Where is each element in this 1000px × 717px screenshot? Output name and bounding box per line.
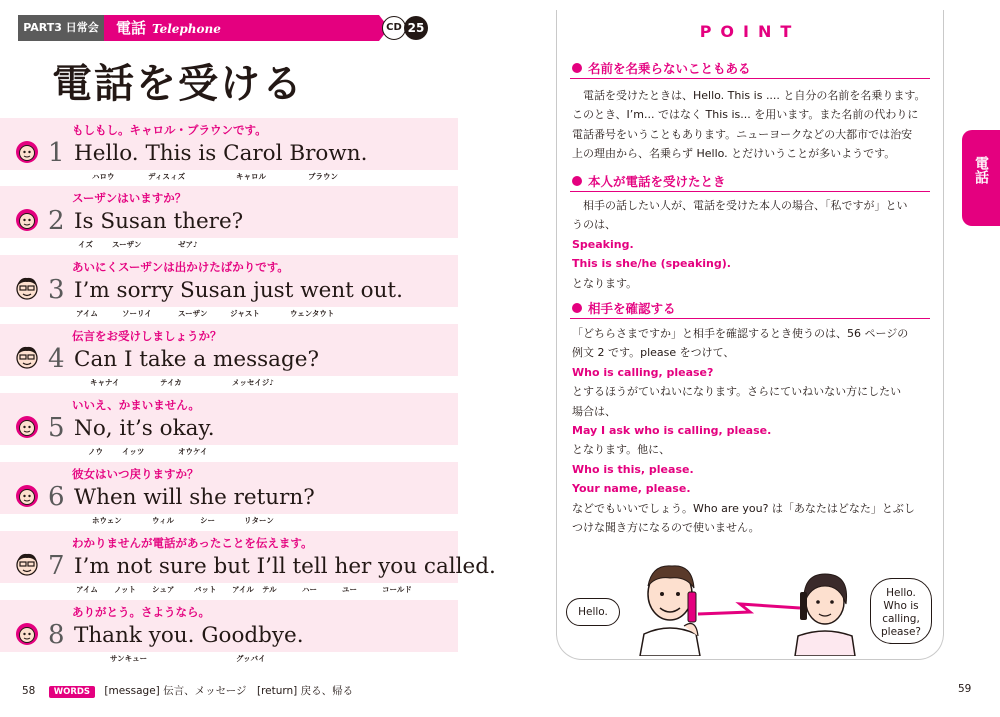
- point-body-line: 上の理由から、名乗らず Hello. とだけいうことが多いようです。: [572, 147, 896, 161]
- cd-icon: CD: [382, 16, 406, 40]
- phrase-row: [0, 186, 458, 249]
- phrase-kana: グッバイ: [236, 654, 266, 663]
- phrase-kana: ノウ: [88, 447, 103, 456]
- phrase-kana: イズ: [78, 240, 93, 249]
- phrase-english[interactable]: Thank you. Goodbye.: [74, 623, 304, 648]
- cd-track-number: 25: [404, 16, 428, 40]
- phrase-english[interactable]: No, it’s okay.: [74, 416, 215, 441]
- woman-face-icon: [14, 482, 40, 508]
- phrase-kana: キャナイ: [90, 378, 120, 387]
- page-number-left: 58: [22, 685, 36, 697]
- phrase-kana: ジャスト: [230, 309, 260, 318]
- phrase-number: 1: [48, 138, 65, 168]
- phrase-kana: ディスィズ: [148, 172, 186, 181]
- phrase-number: 5: [48, 413, 65, 443]
- point-body-line: となります。他に、: [572, 443, 671, 457]
- phrase-kana: ウィル: [152, 516, 175, 525]
- phrase-band: [0, 393, 458, 445]
- page-number-right: 59: [958, 683, 972, 695]
- point-body-line: うのは、: [572, 218, 616, 232]
- phrase-english[interactable]: Can I take a message?: [74, 347, 319, 372]
- point-section-header: [570, 171, 930, 192]
- page-title: 電話を受ける: [52, 61, 304, 107]
- phrase-japanese: わかりませんが電話があったことを伝えます。: [72, 536, 313, 550]
- phrase-kana: ハー: [302, 585, 317, 594]
- phrase-english[interactable]: I’m not sure but I’ll tell her you called.: [74, 554, 496, 579]
- phrase-kana: ブラウン: [308, 172, 338, 181]
- point-body-line: 相手の話したい人が、電話を受けた本人の場合、「私ですが」とい: [572, 199, 908, 212]
- phrase-english[interactable]: Is Susan there?: [74, 209, 244, 234]
- words-tag: WORDS: [49, 686, 95, 698]
- point-body-line: このとき、I’m... ではなく This is... を用います。また名前の代わりに: [572, 108, 919, 122]
- phrase-number: 2: [48, 206, 65, 236]
- man-face-icon: [14, 344, 40, 370]
- point-body-line: となります。: [572, 276, 638, 290]
- bullet-dot-icon: [572, 176, 582, 186]
- point-body-line: 電話番号をいうこともあります。ニューヨークなどの大都市では治安: [572, 127, 913, 141]
- phrase-japanese: もしもし。キャロル・ブラウンです。: [72, 123, 267, 137]
- phrase-english[interactable]: I’m sorry Susan just went out.: [74, 278, 403, 303]
- side-tab-telephone[interactable]: [962, 130, 1000, 226]
- phrase-row: [0, 324, 458, 387]
- phrase-kana: アイム: [76, 585, 98, 594]
- example-phrase: Who is this, please.: [572, 462, 694, 476]
- phrase-row: [0, 118, 458, 181]
- woman-face-icon: [14, 206, 40, 232]
- phrase-kana: メッセイジ♪: [232, 378, 275, 387]
- bullet-dot-icon: [572, 63, 582, 73]
- phrase-kana: アイル: [232, 585, 254, 594]
- man-caller-figure: [640, 566, 700, 656]
- phrase-kana: テイカ: [160, 378, 182, 387]
- phrase-kana: アイム: [76, 309, 98, 318]
- woman-face-icon: [14, 138, 40, 164]
- point-body-line: などでもいいでしょう。Who are you? は「あなたはどなた」とぶし: [572, 501, 915, 515]
- point-body-line: 「どちらさまですか」と相手を確認するとき使うのは、56 ページの: [572, 327, 909, 340]
- phrase-kana: バット: [194, 585, 217, 594]
- phrase-kana: シー: [200, 516, 215, 525]
- phrase-kana: シュア: [152, 585, 175, 594]
- phrase-kana: キャロル: [236, 172, 266, 181]
- phrase-japanese: スーザンはいますか？: [72, 191, 187, 205]
- phrase-row: [0, 531, 496, 594]
- cd-track-badge[interactable]: [382, 16, 426, 40]
- woman-face-icon: [14, 413, 40, 439]
- phrase-kana: オウケイ: [178, 447, 208, 456]
- phrase-kana: ハロウ: [92, 172, 115, 181]
- woman-receiver-figure: [795, 574, 855, 656]
- point-heading: POINT: [699, 22, 801, 41]
- phone-call-illustration: [600, 556, 900, 656]
- point-section-title: 本人が電話を受けたとき: [588, 174, 726, 189]
- point-section-title: 名前を名乗らないこともある: [588, 61, 751, 76]
- phrase-kana: ソーリイ: [122, 309, 152, 318]
- example-phrase: Your name, please.: [572, 482, 691, 496]
- phrase-row: [0, 462, 458, 525]
- example-phrase: May I ask who is calling, please.: [572, 424, 772, 437]
- phrase-kana: テル: [262, 585, 277, 594]
- phrase-english[interactable]: Hello. This is Carol Brown.: [74, 141, 368, 166]
- speech-bubble-right: Hello. Who is calling, please?: [870, 578, 932, 644]
- phrase-row: [0, 600, 458, 663]
- phrase-row: [0, 393, 458, 456]
- phrase-kana: ゼア♪: [178, 240, 198, 249]
- point-body-line: 場合は、: [572, 404, 616, 418]
- phrase-number: 4: [48, 344, 65, 374]
- phrase-japanese: 彼女はいつ戻りますか？: [72, 467, 199, 481]
- words-glossary: [message] 伝言、メッセージ [return] 戻る、帰る: [104, 685, 354, 697]
- phrase-japanese: いいえ、かまいません。: [72, 398, 200, 412]
- bullet-dot-icon: [572, 303, 582, 313]
- phrase-number: 7: [48, 551, 65, 581]
- phrase-japanese: あいにくスーザンは出かけたばかりです。: [72, 260, 289, 274]
- category-en: Telephone: [152, 22, 221, 36]
- phrase-kana: ウェンタウト: [290, 309, 335, 318]
- phrase-kana: サンキュー: [110, 654, 148, 663]
- example-phrase: Speaking.: [572, 237, 634, 251]
- phrase-number: 3: [48, 275, 65, 305]
- category-band: [104, 15, 379, 41]
- point-body-line: とするほうがていねいになります。さらにていねいない方にしたい: [572, 385, 902, 399]
- point-section-header: [570, 298, 930, 319]
- phrase-kana: イッツ: [122, 447, 145, 456]
- phrase-number: 6: [48, 482, 65, 512]
- phrase-kana: ホウェン: [92, 516, 122, 525]
- speech-bubble-left: Hello.: [566, 598, 620, 626]
- phrase-kana: ノット: [114, 585, 136, 594]
- side-tab-label: 電話: [973, 156, 989, 184]
- point-body-line: 電話を受けたときは、Hello. This is .... と自分の名前を名乗ります。: [572, 89, 926, 102]
- point-section-header: [570, 58, 930, 79]
- phrase-kana: コールド: [382, 585, 412, 594]
- woman-face-icon: [14, 620, 40, 646]
- phrase-number: 8: [48, 620, 65, 650]
- example-phrase: Who is calling, please?: [572, 365, 714, 379]
- man-face-icon: [14, 275, 40, 301]
- point-body-line: 例文 2 です。please をつけて、: [572, 346, 735, 360]
- phrase-row: [0, 255, 458, 318]
- phrase-kana: スーザン: [178, 309, 208, 318]
- phrase-kana: スーザン: [112, 240, 142, 249]
- phrase-japanese: ありがとう。さようなら。: [72, 605, 210, 619]
- phrase-kana: リターン: [244, 516, 274, 525]
- signal-zigzag: [698, 604, 800, 614]
- point-body-line: つけな聞き方になるので使いません。: [572, 521, 760, 534]
- point-section-title: 相手を確認する: [588, 301, 676, 316]
- man-face-icon: [14, 551, 40, 577]
- footer-left: [22, 683, 353, 698]
- example-phrase: This is she/he (speaking).: [572, 257, 731, 271]
- phrase-english[interactable]: When will she return?: [74, 485, 315, 510]
- phrase-kana: ユー: [342, 585, 357, 594]
- part-label: PART3 日常会話: [18, 15, 104, 41]
- category-jp: 電話: [116, 19, 147, 37]
- phrase-japanese: 伝言をお受けしましょうか？: [72, 329, 222, 343]
